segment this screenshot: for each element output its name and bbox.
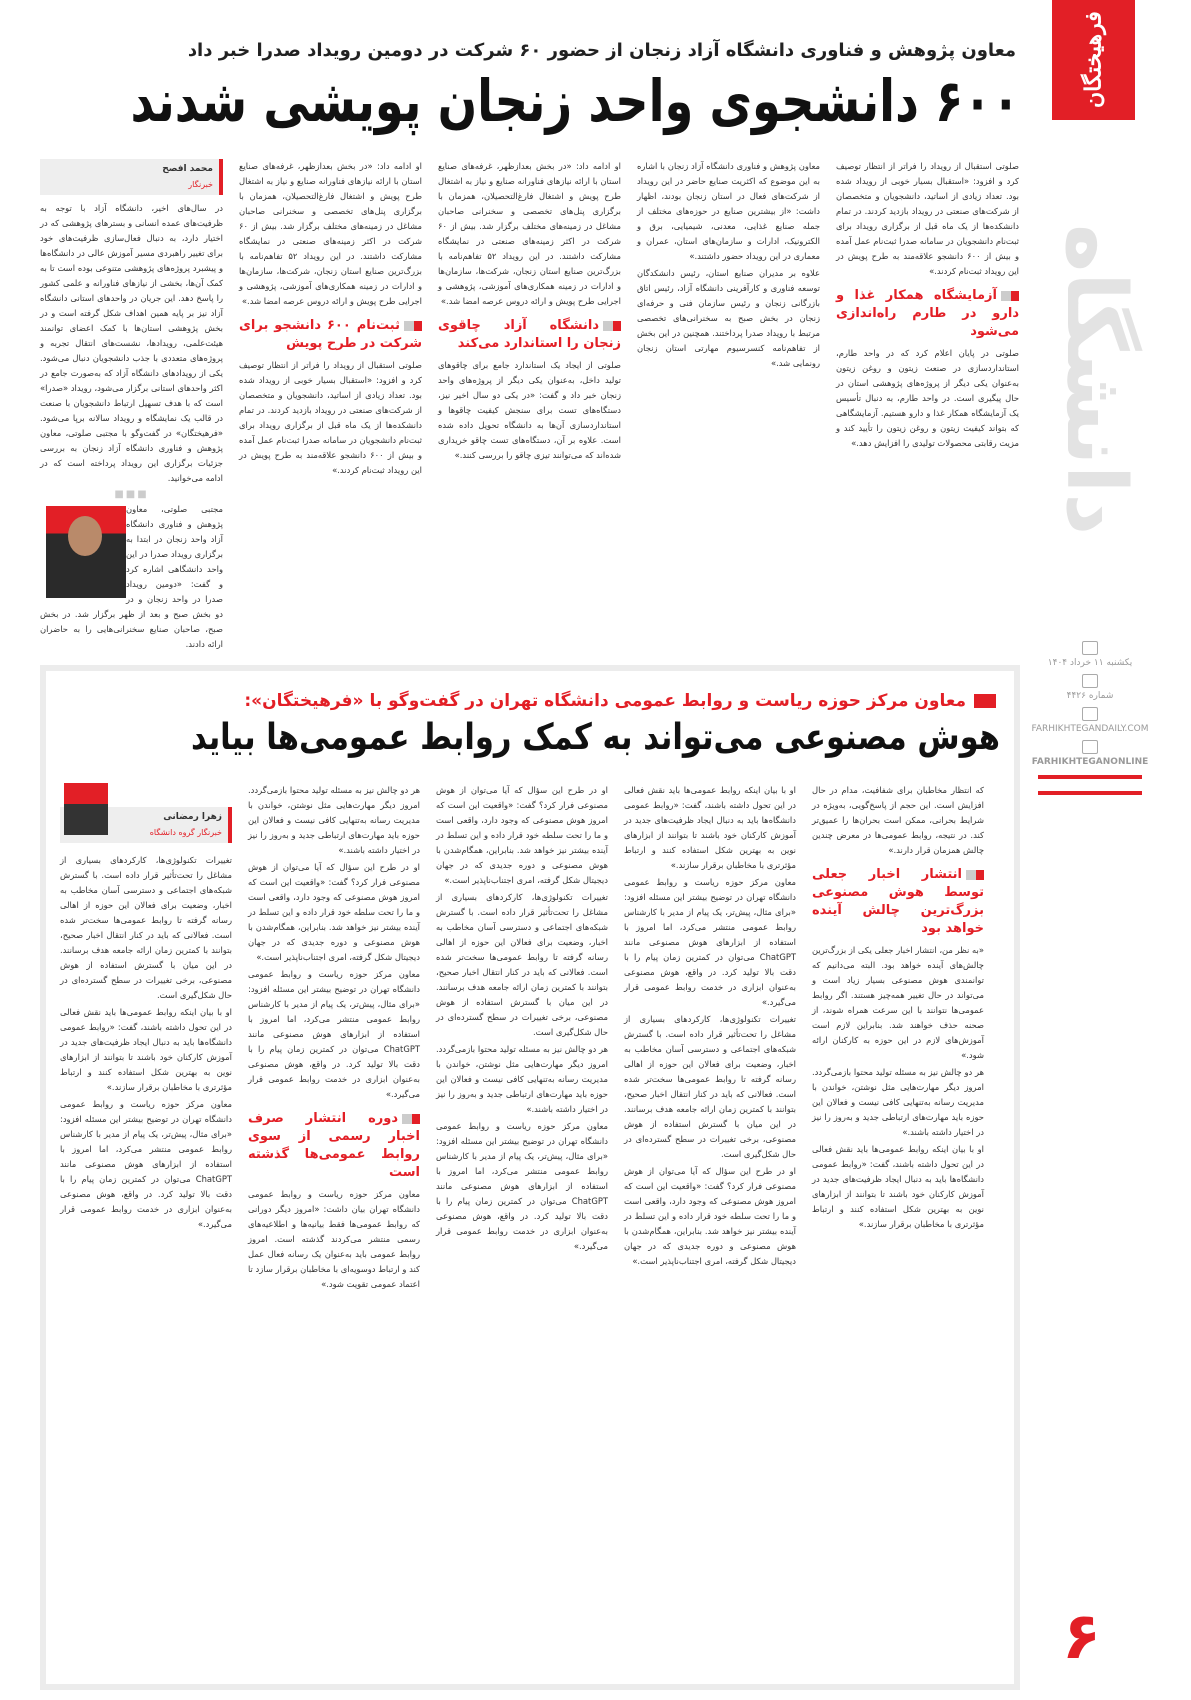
paragraph: هر دو چالش نیز به مسئله تولید محتوا بازمی‌گردد. امروز دیگر مهارت‌هایی مثل نوشتن، خواندن با مدیریت رسانه به‌تنهایی کافی نیست و فعالان این حوزه باید مهارت‌های ارتباطی جدید و به‌روز را نیز در اختیار داشته باشند.»: [812, 1067, 984, 1137]
paragraph: صلوتی از ایجاد یک استاندارد جامع برای چاقوهای تولید داخل، به‌عنوان یکی دیگر از پروژه‌های واحد زنجان خبر داد و گفت: «در یکی دو سال اخیر نیز، دستگاه‌های تست برای سنجش کیفیت چاقوها و استانداردسازی آن‌ها به دانشگاه تحویل داده شده است. علاوه بر آن، دستگاه‌های تست چاقو خریداری شده‌اند که می‌توانند تیزی چاقو را بررسی کنند.»: [438, 360, 621, 460]
article-1: [40, 40, 1020, 654]
section-title: دانشگاه: [1048, 224, 1143, 536]
issue-icon: [1082, 674, 1098, 688]
intro-text: در سال‌های اخیر، دانشگاه آزاد با توجه به ظرفیت‌های عمده انسانی و بسترهای پژوهشی که در اختیار دارد، به دنبال فعال‌سازی ظرفیت‌های خود برای تغییر راهبردی مسیر آموزش عالی در دانشگاه‌ها و پیشبرد پروژه‌های پژوهشی متنوعی بوده است تا به کمک آن‌ها، بخشی از نیازهای فناورانه و علمی کشور را پاسخ دهد. این جریان در واحدهای استانی دانشگاه آزاد نیز بر پایه همین اهداف شکل گرفته است و در بخش پژوهشی استان‌ها با کمک اعضای توانمند هیئت‌علمی، رویدادها، نشست‌های انتقال تجربه و پروژه‌های متعددی با جذب دانشجویان دنبال می‌شود. یکی از رویدادهای دانشگاه آزاد که به‌صورت جامع در اکثر واحدهای استانی برگزار می‌شود، رویداد «صدرا» است که با هدف تسهیل ارتباط دانشجویان با صنعت در قالب یک نمایشگاه و رویداد سالانه برپا می‌شود. «فرهیختگان» در گفت‌وگو با مجتبی صلوتی، معاون پژوهش و فناوری دانشگاه آزاد زنجان به بررسی جزئیات برگزاری این رویداد پرداخته است که در ادامه می‌خوانید.: [40, 203, 223, 483]
column: [836, 159, 1019, 654]
issue-meta: [1030, 635, 1150, 795]
paragraph: او ادامه داد: «در بخش بعدازظهر، غرفه‌های صنایع استان با ارائه نیازهای فناورانه صنایع و نیاز به اشتغال طرح پویش و اشتغال فارغ‌التحصیلان، همزمان با برگزاری پنل‌های تخصصی و سخنرانی صاحبان مشاغل در زمینه‌های مختلف برگزار شد. بیش از ۶۰ شرکت در اکثر زمینه‌های صنعتی در نمایشگاه مشارکت داشتند. در این رویداد ۵۲ تفاهم‌نامه با بزرگ‌ترین صنایع استان زنجان، شرکت‌ها، سازمان‌ها و ادارات در زمینه همکاری‌های آموزشی، پژوهشی و اجرایی طرح پویش و ارائه دروس عرصه امضا شد.»: [438, 161, 621, 306]
author-role: خبرنگار گروه دانشگاه: [149, 828, 222, 837]
author-name: محمد افصح: [162, 164, 213, 174]
subheading: انتشار اخبار جعلی توسط هوش مصنوعی بزرگ‌ترین چالش آینده خواهد بود: [812, 867, 984, 936]
author-box: [40, 159, 223, 195]
paragraph: معاون پژوهش و فناوری دانشگاه آزاد زنجان با اشاره به این موضوع که اکثریت صنایع حاضر در این رویداد از شرکت‌های فعال در استان زنجان بودند، اظهار داشت: «از بیشترین صنایع در حوزه‌های مختلف از جمله صنایع غذایی، معدنی، شیمیایی، برق و الکترونیک، ادارات و سازمان‌های استان، عمران و معماری در این رویداد حضور داشتند.»: [637, 161, 820, 261]
social-handle[interactable]: FARHIKHTEGANONLINE: [1031, 757, 1149, 767]
divider: [1038, 775, 1142, 779]
paragraph: صلوتی در پایان اعلام کرد که در واحد طارم، استانداردسازی در صنعت زیتون و روغن زیتون به‌عنوان یکی دیگر از پروژه‌های پژوهشی استان در حال پیگیری است. در واحد طارم، به دنبال تأسیس یک آزمایشگاه همکار غذا و دارو هستیم. آزمایشگاهی که بتواند کیفیت زیتون و روغن زیتون را تأیید کند و مزیت رقابتی محصولات تولیدی را افزایش دهد.»: [836, 348, 1019, 448]
newspaper-logo: فرهیختگان: [1052, 0, 1135, 120]
column: [239, 159, 422, 654]
interviewee-photo: [46, 506, 126, 598]
paragraph: او با بیان اینکه روابط عمومی‌ها باید نقش فعالی در این تحول داشته باشند، گفت: «روابط عمومی دانشگاه‌ها باید به دنبال ایجاد ظرفیت‌های جدید در آموزش کارکنان خود باشند تا بتوانند از ابزارهای نوین به بهترین شکل استفاده کنند و ارتباط مؤثرتری با مخاطبان برقرار سازند.»: [624, 785, 796, 870]
separator: ■■■: [114, 489, 149, 500]
paragraph: معاون مرکز حوزه ریاست و روابط عمومی دانشگاه تهران در توضیح بیشتر این مسئله افزود: «برای مثال، پیش‌تر، یک پیام از مدیر با کارشناس روابط عمومی منتشر می‌کرد، اما امروز با استفاده از ابزارهای هوش مصنوعی مانند ChatGPT می‌توان در کمترین زمان پیام را با دقت بالا تولید کرد. در واقع، هوش مصنوعی به‌عنوان ابزاری در خدمت روابط عمومی قرار می‌گیرد.»: [60, 1099, 232, 1229]
calendar-icon: [1082, 641, 1098, 655]
column: [436, 783, 608, 1294]
author-role: خبرنگار: [188, 180, 213, 189]
issue-date: یکشنبه ۱۱ خرداد ۱۴۰۴: [1047, 658, 1133, 668]
website-link[interactable]: FARHIKHTEGANDAILY.COM: [1031, 724, 1149, 734]
article-2: [40, 665, 1020, 1690]
paragraph: معاون مرکز حوزه ریاست و روابط عمومی دانشگاه تهران در توضیح بیشتر این مسئله افزود: «برای مثال، پیش‌تر، یک پیام از مدیر با کارشناس روابط عمومی منتشر می‌کرد، اما امروز با استفاده از ابزارهای هوش مصنوعی مانند ChatGPT می‌توان در کمترین زمان پیام را با دقت بالا تولید کرد. در واقع، هوش مصنوعی به‌عنوان ابزاری در خدمت روابط عمومی قرار می‌گیرد.»: [436, 1121, 608, 1251]
paragraph: تغییرات تکنولوژی‌ها، کارکردهای بسیاری از مشاغل را تحت‌تأثیر قرار داده است. با گسترش شبکه‌های اجتماعی و دسترسی آسان مخاطب به اخبار، وضعیت برای فعالان این حوزه از اهالی رسانه گرفته تا روابط عمومی‌ها سخت‌تر شده است. فعالانی که باید در کنار انتقال اخبار صحیح، بتوانند با کمترین زمان ارائه جامعه هدف برسانند. در این میان با گسترش استفاده از هوش مصنوعی، برخی تغییرات در سطح گسترده‌ای در حال شکل‌گیری است.: [436, 892, 608, 1037]
paragraph: او در طرح این سؤال که آیا می‌توان از هوش مصنوعی فرار کرد؟ گفت: «واقعیت این است که امروز هوش مصنوعی که وجود دارد، واقعی است و ما را تحت سلطه خود قرار داده و این تسلط در آینده بیشتر نیز خواهد شد. بنابراین، همگام‌شدن با هوش مصنوعی و دوره جدیدی که در جهان دیجیتال شکل گرفته، امری اجتناب‌ناپذیر است.»: [248, 862, 420, 962]
column: [624, 783, 796, 1294]
column: [438, 159, 621, 654]
paragraph: او در طرح این سؤال که آیا می‌توان از هوش مصنوعی فرار کرد؟ گفت: «واقعیت این است که امروز هوش مصنوعی که وجود دارد، واقعی است و ما را تحت سلطه خود قرار داده و این تسلط در آینده بیشتر نیز خواهد شد. بنابراین، همگام‌شدن با هوش مصنوعی و دوره جدیدی که در جهان دیجیتال شکل گرفته، امری اجتناب‌ناپذیر است.»: [624, 1166, 796, 1266]
page-number: ۶: [1062, 1600, 1102, 1674]
article-kicker: معاون پژوهش و فناوری دانشگاه آزاد زنجان از حضور ۶۰ شرکت در دومین رویداد صدرا خبر داد: [187, 40, 1016, 61]
paragraph: او با بیان اینکه روابط عمومی‌ها باید نقش فعالی در این تحول داشته باشند، گفت: «روابط عمومی دانشگاه‌ها باید به دنبال ایجاد ظرفیت‌های جدید در آموزش کارکنان خود باشند تا بتوانند از ابزارهای نوین به بهترین شکل استفاده کنند و ارتباط مؤثرتری با مخاطبان برقرار سازند.»: [60, 1007, 232, 1092]
paragraph: تغییرات تکنولوژی‌ها، کارکردهای بسیاری از مشاغل را تحت‌تأثیر قرار داده است. با گسترش شبکه‌های اجتماعی و دسترسی آسان مخاطب به اخبار، وضعیت برای فعالان این حوزه از اهالی رسانه گرفته تا روابط عمومی‌ها سخت‌تر شده است. فعالانی که باید در کنار انتقال اخبار صحیح، بتوانند با کمترین زمان ارائه جامعه هدف برسانند. در این میان با گسترش استفاده از هوش مصنوعی، برخی تغییرات در سطح گسترده‌ای در حال شکل‌گیری است.: [60, 855, 232, 1000]
paragraph: او ادامه داد: «در بخش بعدازظهر، غرفه‌های صنایع استان با ارائه نیازهای فناورانه صنایع و نیاز به اشتغال طرح پویش و اشتغال فارغ‌التحصیلان، همزمان با برگزاری پنل‌های تخصصی و سخنرانی صاحبان مشاغل در زمینه‌های مختلف برگزار شد. بیش از ۶۰ شرکت در اکثر زمینه‌های صنعتی در نمایشگاه مشارکت داشتند. در این رویداد ۵۲ تفاهم‌نامه با بزرگ‌ترین صنایع استان زنجان، شرکت‌ها، سازمان‌ها و ادارات در زمینه همکاری‌های آموزشی، پژوهشی و اجرایی طرح پویش و ارائه دروس عرصه امضا شد.»: [239, 161, 422, 306]
paragraph: هر دو چالش نیز به مسئله تولید محتوا بازمی‌گردد. امروز دیگر مهارت‌هایی مثل نوشتن، خواندن با مدیریت رسانه به‌تنهایی کافی نیست و فعالان این حوزه باید مهارت‌های ارتباطی جدید و به‌روز را نیز در اختیار داشته باشند.»: [436, 1044, 608, 1114]
paragraph: معاون مرکز حوزه ریاست و روابط عمومی دانشگاه تهران در توضیح بیشتر این مسئله افزود: «برای مثال، پیش‌تر، یک پیام از مدیر با کارشناس روابط عمومی منتشر می‌کرد، اما امروز با استفاده از ابزارهای هوش مصنوعی مانند ChatGPT می‌توان در کمترین زمان پیام را با دقت بالا تولید کرد. در واقع، هوش مصنوعی به‌عنوان ابزاری در خدمت روابط عمومی قرار می‌گیرد.»: [248, 969, 420, 1099]
column: [248, 783, 420, 1294]
column: [60, 783, 232, 1294]
subheading: دانشگاه آزاد چاقوی زنجان را استاندارد می‌کند: [438, 318, 621, 351]
subheading: ثبت‌نام ۶۰۰ دانشجو برای شرکت در طرح پویش: [239, 318, 422, 351]
paragraph: صلوتی استقبال از رویداد را فراتر از انتظار توصیف کرد و افزود: «استقبال بسیار خوبی از رویداد شده بود. تعداد زیادی از اساتید، دانشجویان و متخصصان از شرکت‌های صنعتی در رویداد بازدید کردند. در تمام دانشکده‌ها از یک ماه قبل از برگزاری رویداد برای ثبت‌نام دانشجویان در سامانه صدرا ثبت‌نام عمل آمده و بیش از ۶۰۰ دانشجو علاقه‌مند به طرح پویش در این رویداد ثبت‌نام کردند.»: [239, 360, 422, 475]
column: [40, 159, 223, 654]
paragraph: «به نظر من، انتشار اخبار جعلی یکی از بزرگ‌ترین چالش‌های آینده خواهد بود. البته می‌دانیم که توانمندی هوش مصنوعی بسیار زیاد است و می‌تواند در حال تغییر همه‌چیز هستند. اگر روابط عمومی‌ها نتوانند با این سرعت همراه شوند، از صحنه حذف خواهند شد. بنابراین لازم است آموزش‌های لازم در این حوزه به کارکنان ارائه شود.»: [812, 945, 984, 1060]
paragraph: معاون مرکز حوزه ریاست و روابط عمومی دانشگاه تهران در توضیح بیشتر این مسئله افزود: «برای مثال، پیش‌تر، یک پیام از مدیر با کارشناس روابط عمومی منتشر می‌کرد، اما امروز با استفاده از ابزارهای هوش مصنوعی مانند ChatGPT می‌توان در کمترین زمان پیام را با دقت بالا تولید کرد. در واقع، هوش مصنوعی به‌عنوان ابزاری در خدمت روابط عمومی قرار می‌گیرد.»: [624, 877, 796, 1007]
issue-number: شماره ۴۴۲۶: [1066, 691, 1114, 701]
article-headline: ۶۰۰ دانشجوی واحد زنجان پویشی شدند: [130, 67, 1020, 135]
paragraph: صلوتی استقبال از رویداد را فراتر از انتظار توصیف کرد و افزود: «استقبال بسیار خوبی از رویداد شده بود. تعداد زیادی از اساتید، دانشجویان و متخصصان از شرکت‌های صنعتی در رویداد بازدید کردند. در تمام دانشکده‌ها از یک ماه قبل از برگزاری رویداد برای ثبت‌نام دانشجویان در سامانه صدرا ثبت‌نام عمل آمده و بیش از ۶۰۰ دانشجو علاقه‌مند به طرح پویش در این رویداد ثبت‌نام کردند.»: [836, 161, 1019, 276]
paragraph: علاوه بر مدیران صنایع استان، رئیس دانشکدگان توسعه فناوری و کارآفرینی دانشگاه آزاد، رئیس اتاق بازرگانی زنجان و رئیس سازمان فنی و حرفه‌ای زنجان در بخش صبح به سخنرانی‌های تخصصی مرتبط با رویداد صدرا پرداختند. همچنین در این بخش از تفاهم‌نامه کنسرسیوم مهارتی استان زنجان رونمایی شد.»: [637, 268, 820, 368]
paragraph: معاون مرکز حوزه ریاست و روابط عمومی دانشگاه تهران بیان داشت: «امروز دیگر دورانی که روابط عمومی‌ها فقط بیانیه‌ها و اطلاعیه‌های رسمی منتشر می‌کردند گذشته است. امروز روابط عمومی باید به‌عنوان یک رسانه فعال عمل کند و ارتباط دوسویه‌ای با مخاطبان برقرار سازد تا اعتماد عمومی تقویت شود.»: [248, 1189, 420, 1289]
social-icon: [1082, 740, 1098, 754]
photo-text: مجتبی صلوتی، معاون پژوهش و فناوری دانشگاه آزاد واحد زنجان در ابتدا به برگزاری رویداد صدرا در این واحد دانشگاهی اشاره کرد و گفت: «دومین رویداد صدرا در واحد زنجان و در دو بخش صبح و بعد از ظهر برگزار شد. در بخش صبح، صاحبان صنایع سخنرانی‌هایی را به حاضران ارائه دادند.: [40, 504, 223, 649]
column: [637, 159, 820, 654]
paragraph: که انتظار مخاطبان برای شفافیت، مدام در حال افزایش است. این حجم از پاسخ‌گویی، به‌ویژه در شرایط بحرانی، ممکن است بحران‌ها را عمیق‌تر کند. در نتیجه، روابط عمومی‌ها در معرض چندین چالش همزمان قرار دارند.»: [812, 785, 984, 855]
author-photo: [64, 783, 108, 835]
paragraph: او با بیان اینکه روابط عمومی‌ها باید نقش فعالی در این تحول داشته باشند، گفت: «روابط عمومی دانشگاه‌ها باید به دنبال ایجاد ظرفیت‌های جدید در آموزش کارکنان خود باشند تا بتوانند از ابزارهای نوین به بهترین شکل استفاده کنند و ارتباط مؤثرتری با مخاطبان برقرار سازند.»: [812, 1144, 984, 1229]
column: [812, 783, 984, 1294]
article-headline: هوش مصنوعی می‌تواند به کمک روابط عمومی‌ها بیاید: [191, 717, 1000, 758]
divider: [1038, 791, 1142, 795]
author-name: زهرا رمضانی: [163, 812, 222, 822]
subheading: دوره انتشار صرف اخبار رسمی از سوی روابط عمومی‌ها گذشته است: [248, 1111, 420, 1180]
paragraph: تغییرات تکنولوژی‌ها، کارکردهای بسیاری از مشاغل را تحت‌تأثیر قرار داده است. با گسترش شبکه‌های اجتماعی و دسترسی آسان مخاطب به اخبار، وضعیت برای فعالان این حوزه از اهالی رسانه گرفته تا روابط عمومی‌ها سخت‌تر شده است. فعالانی که باید در کنار انتقال اخبار صحیح، بتوانند با کمترین زمان ارائه جامعه هدف برسانند. در این میان با گسترش استفاده از هوش مصنوعی، برخی تغییرات در سطح گسترده‌ای در حال شکل‌گیری است.: [624, 1014, 796, 1159]
subheading: آزمایشگاه همکار غذا و دارو در طارم راه‌اندازی می‌شود: [836, 288, 1019, 339]
web-icon: [1082, 707, 1098, 721]
article-kicker: معاون مرکز حوزه ریاست و روابط عمومی دانشگاه تهران در گفت‌وگو با «فرهیختگان»:: [60, 691, 1000, 711]
paragraph: او در طرح این سؤال که آیا می‌توان از هوش مصنوعی فرار کرد؟ گفت: «واقعیت این است که امروز هوش مصنوعی که وجود دارد، واقعی است و ما را تحت سلطه خود قرار داده و این تسلط در آینده بیشتر نیز خواهد شد. بنابراین، همگام‌شدن با هوش مصنوعی و دوره جدیدی که در جهان دیجیتال شکل گرفته، امری اجتناب‌ناپذیر است.»: [436, 785, 608, 885]
paragraph: هر دو چالش نیز به مسئله تولید محتوا بازمی‌گردد. امروز دیگر مهارت‌هایی مثل نوشتن، خواندن با مدیریت رسانه به‌تنهایی کافی نیست و فعالان این حوزه باید مهارت‌های ارتباطی جدید و به‌روز را نیز در اختیار داشته باشند.»: [248, 785, 420, 855]
